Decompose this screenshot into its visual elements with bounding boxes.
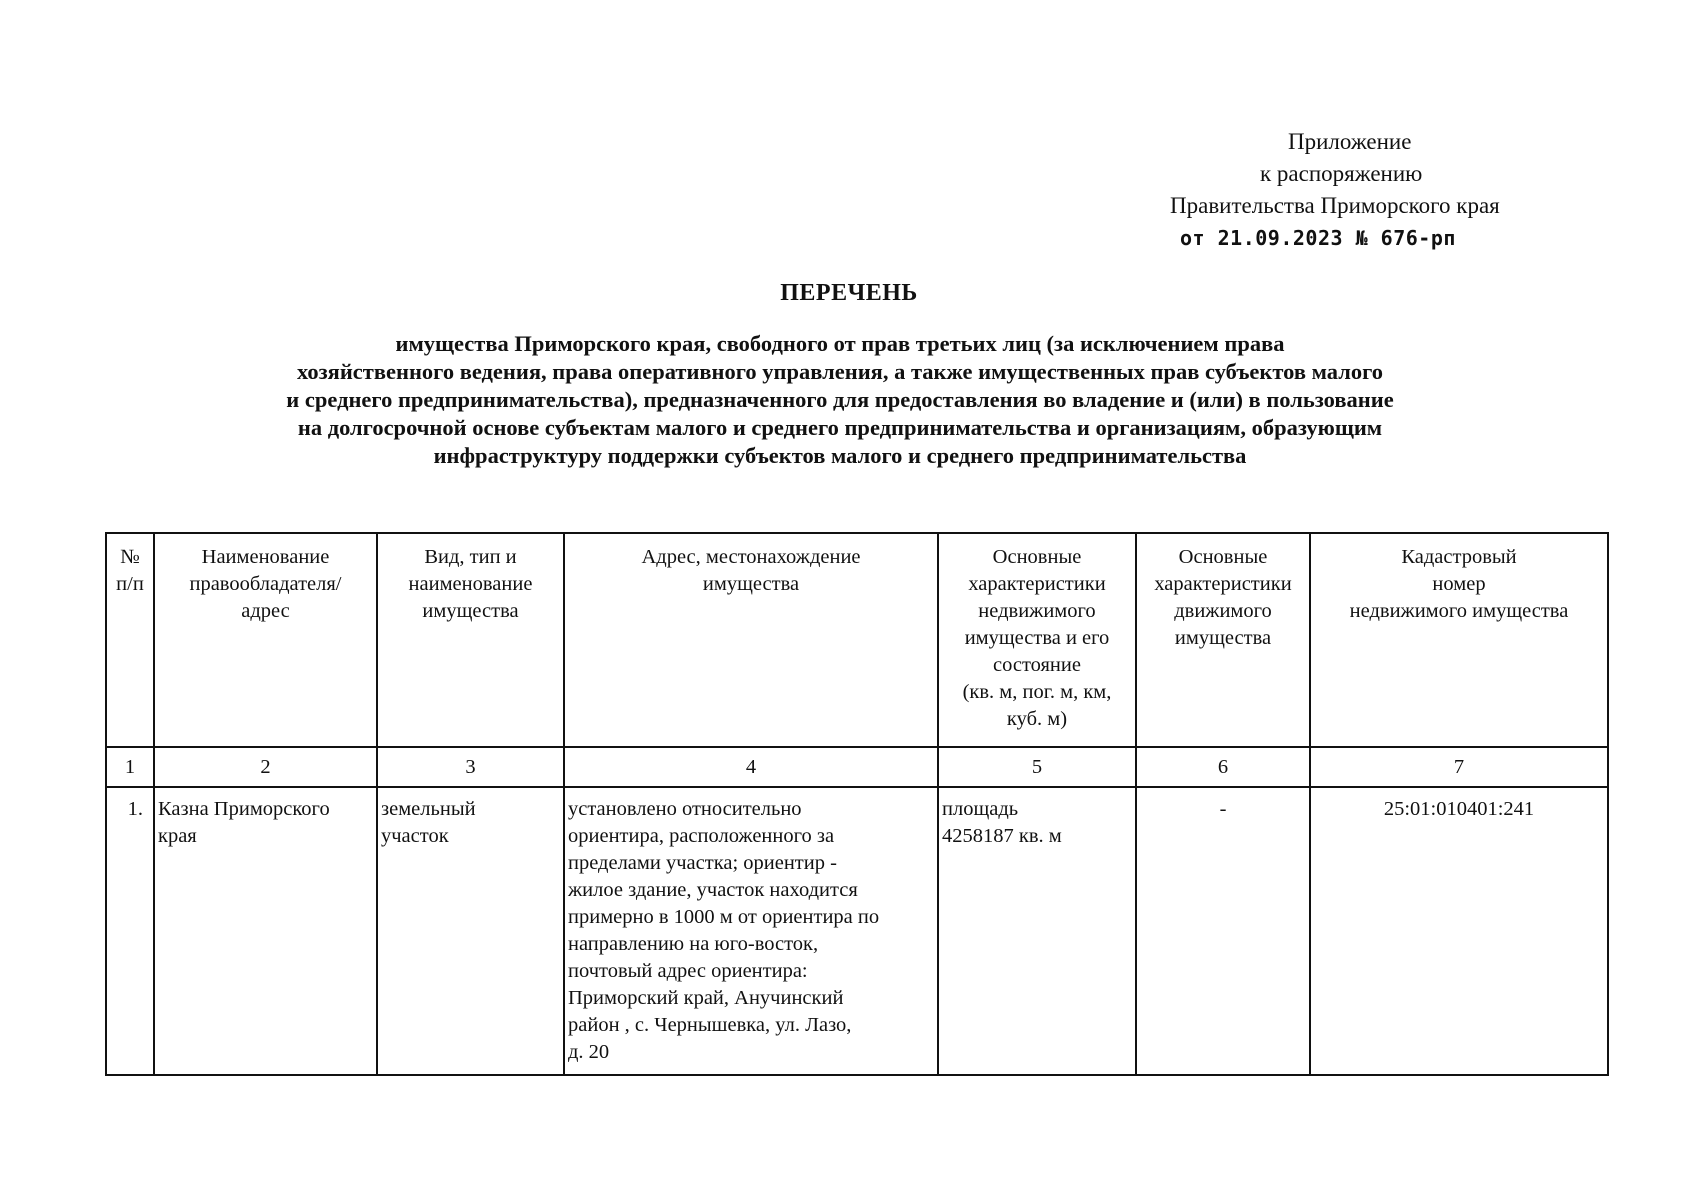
cell-value: установлено относительно ориентира, расположенного за пределами участка; ориентир - жилое здание, участок находится примерно в 1000 м от ориентира по направлению на юго-восток, почтовый адрес ориентира: Приморский край, Анучинский район , с. Чернышевка, ул. Лазо, д. 20 [568, 798, 880, 1063]
cell-value: земельный участок [381, 798, 476, 847]
column-number: 7 [1310, 747, 1608, 787]
cell-real-estate [938, 787, 1136, 1075]
table-header-row [106, 533, 1608, 747]
column-number: 4 [564, 747, 938, 787]
appendix-issuer: Правительства Приморского края [1170, 193, 1500, 218]
header-label: Кадастровый номер недвижимого имущества [1349, 546, 1569, 622]
cell-value: 25:01:010401:241 [1383, 798, 1535, 820]
subtitle-line: имущества Приморского края, свободного от прав третьих лиц (за исключением права [395, 331, 1285, 356]
header-label: Основные характеристики движимого имущества [1154, 546, 1292, 649]
document-title: ПЕРЕЧЕНЬ [780, 280, 918, 306]
header-label: № п/п [116, 546, 144, 595]
column-number: 5 [938, 747, 1136, 787]
header-cell-type [377, 533, 564, 747]
cell-value: 1. [127, 798, 143, 820]
appendix-date-number: от 21.09.2023 № 676-рп [1180, 226, 1456, 250]
header-label: Вид, тип и наименование имущества [408, 546, 533, 622]
cell-value: площадь 4258187 кв. м [942, 798, 1062, 847]
header-label: Адрес, местонахождение имущества [641, 546, 861, 595]
cell-value: Казна Приморского края [158, 798, 330, 847]
table-column-numbers-row [106, 747, 1608, 787]
column-number: 2 [154, 747, 377, 787]
header-cell-real-estate [938, 533, 1136, 747]
subtitle-line: инфраструктуру поддержки субъектов малого и среднего предпринимательства [433, 443, 1247, 468]
cell-number [106, 787, 154, 1075]
header-cell-owner [154, 533, 377, 747]
subtitle-line: на долгосрочной основе субъектам малого и среднего предпринимательства и организациям, образующим [297, 415, 1383, 440]
header-cell-cadastral [1310, 533, 1608, 747]
column-number: 6 [1136, 747, 1310, 787]
header-cell-movable [1136, 533, 1310, 747]
cell-type [377, 787, 564, 1075]
table-row [106, 787, 1608, 1075]
column-number: 1 [106, 747, 154, 787]
subtitle-line: хозяйственного ведения, права оперативного управления, а также имущественных прав субъектов малого [296, 359, 1384, 384]
header-label: Основные характеристики недвижимого имущества и его состояние (кв. м, пог. м, км, куб. м) [962, 546, 1112, 730]
cell-owner [154, 787, 377, 1075]
subtitle-line: и среднего предпринимательства), предназначенного для предоставления во владение и (или) в пользование [286, 387, 1394, 412]
header-cell-number [106, 533, 154, 747]
cell-cadastral [1310, 787, 1608, 1075]
column-number: 3 [377, 747, 564, 787]
cell-movable [1136, 787, 1310, 1075]
appendix-title: Приложение [1288, 129, 1412, 154]
header-label: Наименование правообладателя/ адрес [189, 546, 342, 622]
appendix-block [1170, 126, 1590, 254]
cell-address [564, 787, 938, 1075]
appendix-reference: к распоряжению [1260, 161, 1423, 186]
property-table [105, 532, 1609, 1076]
cell-value: - [1219, 798, 1227, 820]
header-cell-address [564, 533, 938, 747]
document-subtitle [120, 330, 1560, 470]
